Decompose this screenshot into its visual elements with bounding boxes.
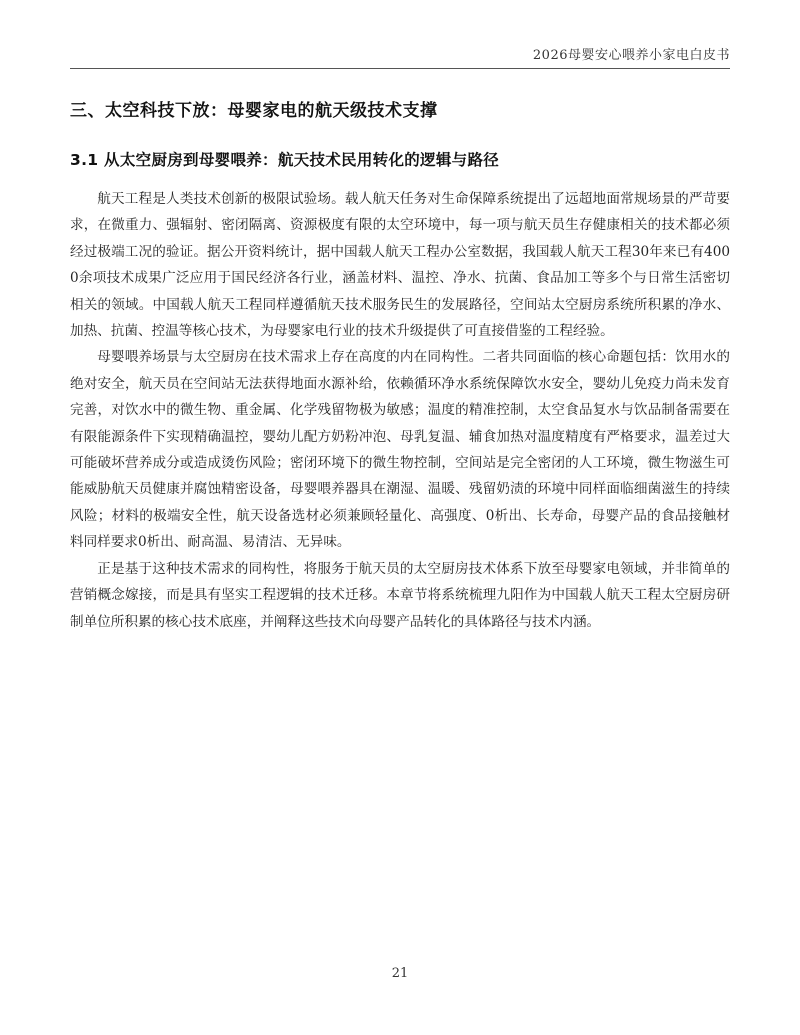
paragraph: 正是基于这种技术需求的同构性，将服务于航天员的太空厨房技术体系下放至母婴家电领域，并非简单的营销概念嫁接，而是具有坚实工程逻辑的技术迁移。本章节将系统梳理九阳作为中国载人航天工程太空厨房研制单位所积累的核心技术底座，并阐释这些技术向母婴产品转化的具体路径与技术内涵。 [70,560,730,630]
running-header: 2026母婴安心喂养小家电白皮书 [532,48,730,63]
page-number: 21 [391,966,409,981]
header-divider [70,68,730,69]
body-text [70,186,730,635]
section-heading: 三、太空科技下放：母婴家电的航天级技术支撑 [70,101,438,121]
paragraph: 航天工程是人类技术创新的极限试验场。载人航天任务对生命保障系统提出了远超地面常规场景的严苛要求，在微重力、强辐射、密闭隔离、资源极度有限的太空环境中，每一项与航天员生存健康相关的技术都必须经过极端工况的验证。据公开资料统计，据中国载人航天工程办公室数据，我国载人航天工程30年来已有4000余项技术成果广泛应用于国民经济各行业，涵盖材料、温控、净水、抗菌、食品加工等多个与日常生活密切相关的领域。中国载人航天工程同样遵循航天技术服务民生的发展路径，空间站太空厨房系统所积累的净水、加热、抗菌、控温等核心技术，为母婴家电行业的技术升级提供了可直接借鉴的工程经验。 [70,191,730,340]
subsection-heading: 3.1 从太空厨房到母婴喂养：航天技术民用转化的逻辑与路径 [70,151,500,169]
paragraph: 母婴喂养场景与太空厨房在技术需求上存在高度的内在同构性。二者共同面临的核心命题包括：饮用水的绝对安全，航天员在空间站无法获得地面水源补给，依赖循环净水系统保障饮水安全，婴幼儿免疫力尚未发育完善，对饮水中的微生物、重金属、化学残留物极为敏感；温度的精准控制，太空食品复水与饮品制备需要在有限能源条件下实现精确温控，婴幼儿配方奶粉冲泡、母乳复温、辅食加热对温度精度有严格要求，温差过大可能破坏营养成分或造成烫伤风险；密闭环境下的微生物控制，空间站是完全密闭的人工环境，微生物滋生可能威胁航天员健康并腐蚀精密设备，母婴喂养器具在潮湿、温暖、残留奶渍的环境中同样面临细菌滋生的持续风险；材料的极端安全性，航天设备选材必须兼顾轻量化、高强度、0析出、长寿命，母婴产品的食品接触材料同样要求0析出、耐高温、易清洁、无异味。 [70,349,730,551]
